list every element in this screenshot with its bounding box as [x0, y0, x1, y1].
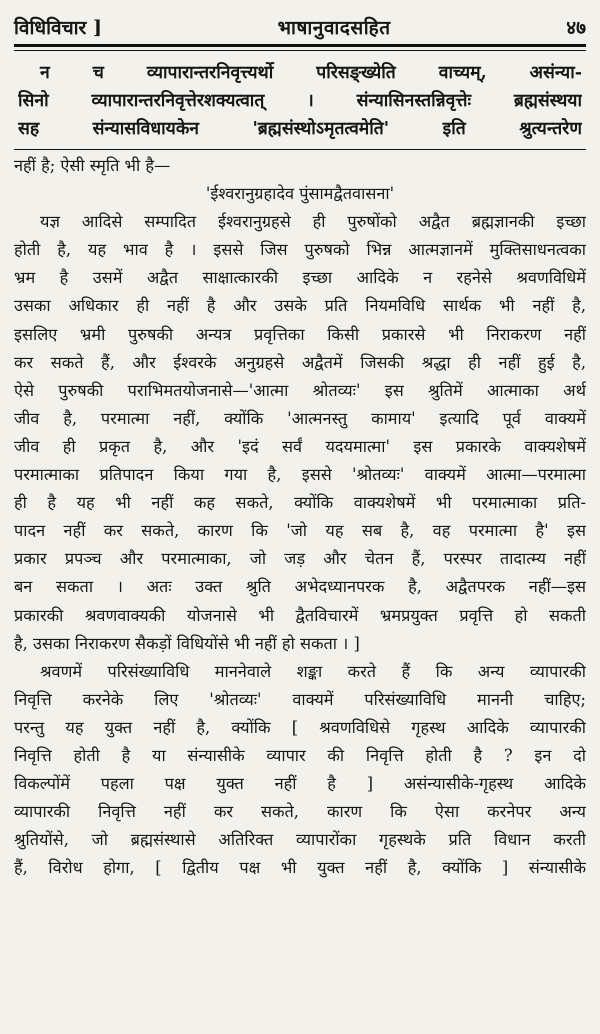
body-line: उसका अधिकार ही नहीं है और उसके प्रति नियमविधि सार्थक भी नहीं है, — [14, 296, 586, 316]
body-line: पादन नहीं कर सकते, कारण कि 'जो यह सब है, वह परमात्मा है' इस — [14, 521, 586, 541]
body-line: परन्तु यह युक्त नहीं है, क्योंकि [ श्रवणविधिसे गृहस्थ आदिके व्यापारकी — [14, 717, 586, 737]
body-line: श्रवणमें परिसंख्याविधि माननेवाले शङ्का करते हैं कि अन्य व्यापारकी — [40, 661, 586, 681]
sanskrit-line: सह संन्यासविधायकेन 'ब्रह्मसंस्थोऽमृतत्वमेति' इति श्रुत्यन्तरेण — [18, 119, 582, 139]
body-line: ऐसे पुरुषकी पराभिमतयोजनासे—'आत्मा श्रोतव्यः' इस श्रुतिमें आत्माका अर्थ — [14, 380, 586, 400]
quoted-verse: 'ईश्वरानुग्रहादेव पुंसामद्वैतवासना' — [205, 184, 395, 204]
body-line: निवृत्ति होती है या संन्यासीके व्यापार की निवृत्ति होती है ? इन दो — [14, 745, 586, 765]
running-header — [14, 0, 586, 42]
body-line: जीव ही प्रकृत है, और 'इदं सर्वं यदयमात्मा' इस प्रकारके वाक्यशेषमें — [14, 436, 586, 456]
body-line: होती है, यह भाव है । इससे जिस पुरुषको भिन्न आत्मज्ञानमें मुक्तिसाधनत्वका — [14, 240, 586, 260]
body-line: कर सकते हैं, और ईश्वरके अनुग्रहसे अद्वैतमें जिसकी श्रद्धा ही नहीं हुई है, — [14, 352, 586, 372]
body-line: नहीं है; ऐसी स्मृति भी है— — [14, 156, 171, 175]
header-rule — [14, 44, 586, 47]
body-line: निवृत्ति करनेके लिए 'श्रोतव्यः' वाक्यमें परिसंख्याविधि माननी चाहिए; — [14, 689, 586, 709]
body-line: विकल्पोंमें पहला पक्ष युक्त नहीं है ] असंन्यासीके-गृहस्थ आदिके — [14, 774, 586, 794]
page-number: ४७ — [566, 17, 586, 39]
body-line: प्रकारकी श्रवणवाक्यकी योजनासे भी द्वैतविचारमें भ्रमप्रयुक्त प्रवृत्ति हो सकती — [14, 605, 586, 625]
sanskrit-text-block — [14, 51, 586, 149]
sanskrit-line: न च व्यापारान्तरनिवृत्त्यर्थो परिसङ्ख्येति वाच्यम्, असंन्या- — [40, 63, 582, 83]
body-line: यज्ञ आदिसे सम्पादित ईश्वरानुग्रहसे ही पुरुषोंको अद्वैत ब्रह्मज्ञानकी इच्छा — [40, 212, 586, 232]
body-line: ही है यह भी नहीं कह सकते, क्योंकि वाक्यशेषमें भी परमात्माका प्रति- — [14, 493, 586, 513]
body-line: श्रुतियोंसे, जो ब्रह्मसंस्थासे अतिरिक्त व्यापारोंका गृहस्थके प्रति विधान करती — [14, 830, 586, 850]
body-line: है, उसका निराकरण सैकड़ों विधियोंसे भी नहीं हो सकता । ] — [14, 633, 360, 653]
sanskrit-line: सिनो व्यापारान्तरनिवृत्तेरशक्यत्वात् । संन्यासिनस्तन्निवृत्तेः ब्रह्मसंस्थया — [18, 91, 582, 111]
body-line: जीव है, परमात्मा नहीं, क्योंकि 'आत्मनस्तु कामाय' इत्यादि पूर्व वाक्यमें — [14, 408, 586, 428]
body-line: हैं, विरोध होगा, [ द्वितीय पक्ष भी युक्त नहीं है, क्योंकि ] संन्यासीके — [14, 858, 586, 878]
body-line: बन सकता । अतः उक्त श्रुति अभेदध्यानपरक है, अद्वैतपरक नहीं—इस — [14, 577, 586, 597]
body-line: प्रकार प्रपञ्च और परमात्माका, जो जड़ और चेतन हैं, परस्पर तादात्म्य नहीं — [14, 549, 586, 569]
body-line: इसलिए भ्रमी पुरुषकी अन्यत्र प्रवृत्तिका किसी प्रकारसे भी निराकरण नहीं — [14, 324, 586, 344]
section-divider — [14, 149, 586, 150]
body-line: व्यापारकी निवृत्ति नहीं कर सकते, कारण कि ऐसा करनेपर अन्य — [14, 802, 586, 822]
body-line: परमात्माका प्रतिपादन किया गया है, इससे 'श्रोतव्यः' वाक्यमें आत्मा—परमात्मा — [14, 465, 586, 485]
body-line: भ्रम है उसमें अद्वैत साक्षात्कारकी इच्छा आदिके न रहनेसे श्रवणविधिमें — [14, 268, 586, 288]
translation-text-block — [14, 152, 586, 882]
header-section-title: विधिविचार ] — [14, 17, 102, 39]
header-book-title: भाषानुवादसहित — [277, 17, 391, 39]
